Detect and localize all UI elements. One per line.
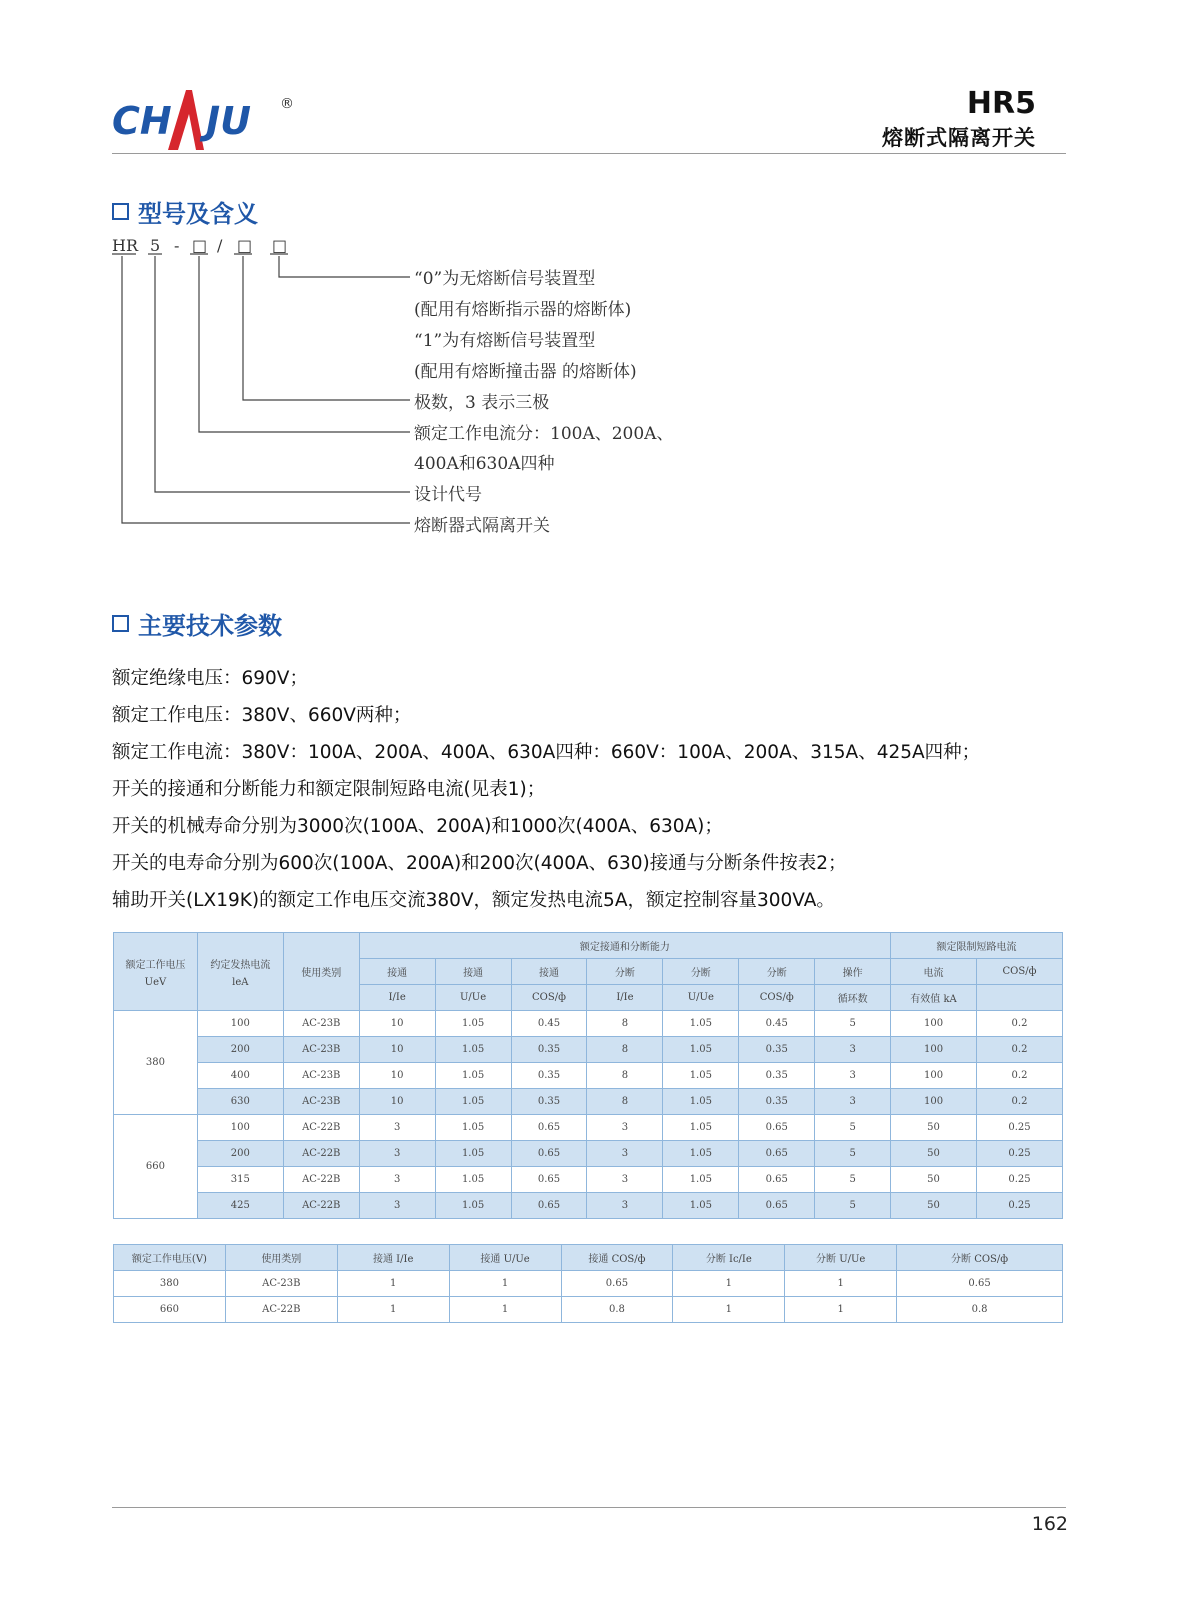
th-sub-top: COS/ф (976, 959, 1062, 985)
table-cell: 0.35 (511, 1037, 587, 1063)
table-cell: 0.25 (976, 1141, 1062, 1167)
label-signal-0-note: (配用有熔断指示器的熔断体) (414, 300, 632, 320)
table-cell: AC-22B (283, 1141, 359, 1167)
table-cell: 0.65 (739, 1115, 815, 1141)
table-cell: 3 (587, 1193, 663, 1219)
label-signal-1-note: (配用有熔断撞击器 的熔断体) (414, 362, 637, 382)
code-box-poles: □ (237, 236, 253, 255)
table-cell: 0.35 (739, 1089, 815, 1115)
table-cell: 3 (587, 1115, 663, 1141)
table-cell: 100 (197, 1115, 283, 1141)
table-cell: AC-23B (225, 1271, 337, 1297)
table-cell: 1 (449, 1297, 561, 1323)
table-cell: 315 (197, 1167, 283, 1193)
table-row (114, 1297, 1063, 1323)
th-sub-top: 分断 (739, 959, 815, 985)
header-divider (112, 153, 1066, 154)
th-sub-bottom: 有效值 kA (891, 985, 977, 1011)
logo-text-ch: CH (112, 99, 172, 143)
table-cell: 1.05 (663, 1141, 739, 1167)
table-conditions (113, 1244, 1063, 1323)
page-number: 162 (1031, 1513, 1068, 1535)
table-cell: AC-22B (283, 1167, 359, 1193)
table-row (114, 1115, 1063, 1141)
th-thermal-current (197, 933, 283, 1011)
th-category: 使用类别 (283, 933, 359, 1011)
th-condition: 分断 COS/ф (897, 1245, 1063, 1271)
table-row (114, 1037, 1063, 1063)
section-model-meaning-title (112, 194, 258, 229)
code-dash: - (174, 236, 180, 255)
table-cell: 0.25 (976, 1115, 1062, 1141)
label-signal-1: “1”为有熔断信号装置型 (414, 331, 596, 351)
table-cell: 100 (891, 1011, 977, 1037)
code-box-current: □ (192, 236, 208, 255)
table-cell: 10 (359, 1089, 435, 1115)
table-cell: 1.05 (435, 1141, 511, 1167)
table-cell: 1.05 (663, 1011, 739, 1037)
table-cell: AC-23B (283, 1037, 359, 1063)
th-sub-bottom: I/Ie (587, 985, 663, 1011)
table-cell: 50 (891, 1141, 977, 1167)
param-line: 开关的电寿命分别为600次(100A、200A)和200次(400A、630)接通与分断条件按表2； (112, 853, 847, 874)
cell-voltage-group: 380 (114, 1011, 198, 1115)
table-making-breaking (113, 932, 1063, 1219)
section-box-icon (112, 203, 129, 220)
table-cell: 5 (815, 1167, 891, 1193)
table-cell: 1.05 (435, 1115, 511, 1141)
table-cell: 0.35 (739, 1063, 815, 1089)
table-cell: 380 (114, 1271, 226, 1297)
table-cell: 0.2 (976, 1037, 1062, 1063)
label-design-code: 设计代号 (414, 485, 482, 505)
th-sub-bottom: U/Ue (435, 985, 511, 1011)
table-cell: 1.05 (663, 1115, 739, 1141)
table-cell: AC-23B (283, 1063, 359, 1089)
table-cell: 200 (197, 1037, 283, 1063)
registered-mark: ® (280, 96, 294, 112)
table-cell: 1.05 (663, 1063, 739, 1089)
table-cell: 3 (587, 1167, 663, 1193)
table-cell: 400 (197, 1063, 283, 1089)
param-line: 开关的接通和分断能力和额定限制短路电流(见表1)； (112, 779, 546, 800)
table-cell: 3 (815, 1037, 891, 1063)
section-title-text: 型号及含义 (138, 200, 258, 228)
table-cell: 0.8 (561, 1297, 673, 1323)
table-cell: 1 (785, 1297, 897, 1323)
th-sub-top: 操作 (815, 959, 891, 985)
th-sub-bottom: COS/ф (511, 985, 587, 1011)
chaju-logo (112, 84, 312, 160)
table-cell: AC-23B (283, 1089, 359, 1115)
th-condition: 分断 U/Ue (785, 1245, 897, 1271)
param-line: 辅助开关(LX19K)的额定工作电压交流380V，额定发热电流5A，额定控制容量300VA。 (112, 890, 835, 911)
param-line: 开关的机械寿命分别为3000次(100A、200A)和1000次(400A、630A)； (112, 816, 723, 837)
table-cell: 0.45 (511, 1011, 587, 1037)
table-cell: 100 (891, 1037, 977, 1063)
table-cell: 3 (359, 1193, 435, 1219)
table-cell: 5 (815, 1193, 891, 1219)
table-cell: AC-22B (283, 1193, 359, 1219)
th-condition: 使用类别 (225, 1245, 337, 1271)
table-cell: 3 (359, 1167, 435, 1193)
param-line: 额定绝缘电压：690V； (112, 668, 308, 689)
table-cell: 200 (197, 1141, 283, 1167)
table-cell: 1.05 (663, 1193, 739, 1219)
table-cell: 1.05 (435, 1037, 511, 1063)
table-cell: 1.05 (663, 1037, 739, 1063)
table-row (114, 1271, 1063, 1297)
th-sub-top: 接通 (435, 959, 511, 985)
table-cell: AC-22B (283, 1115, 359, 1141)
header-product-name: 熔断式隔离开关 (882, 126, 1036, 150)
th-rated-voltage-l2: UeV (144, 976, 167, 988)
table-cell: 1 (337, 1271, 449, 1297)
table-cell: 5 (815, 1011, 891, 1037)
table-cell: 425 (197, 1193, 283, 1219)
table-cell: 3 (359, 1115, 435, 1141)
table-cell: 1.05 (435, 1011, 511, 1037)
table-cell: 0.65 (739, 1193, 815, 1219)
table-row (114, 1141, 1063, 1167)
label-signal-0: “0”为无熔断信号装置型 (414, 269, 596, 289)
table-cell: AC-23B (283, 1011, 359, 1037)
th-condition: 接通 U/Ue (449, 1245, 561, 1271)
table-cell: 1.05 (663, 1167, 739, 1193)
section-title-text: 主要技术参数 (138, 612, 282, 640)
table-cell: 8 (587, 1011, 663, 1037)
code-box-signal: □ (272, 236, 288, 255)
th-condition: 接通 COS/ф (561, 1245, 673, 1271)
th-condition: 额定工作电压(V) (114, 1245, 226, 1271)
label-poles: 极数，3 表示三极 (414, 393, 550, 413)
table-cell: 1.05 (435, 1089, 511, 1115)
table-cell: 1 (673, 1297, 785, 1323)
table-cell: 1 (449, 1271, 561, 1297)
table-cell: 5 (815, 1115, 891, 1141)
table-cell: 0.8 (897, 1297, 1063, 1323)
table-cell: 0.35 (511, 1089, 587, 1115)
label-current-cont: 400A和630A四种 (414, 454, 555, 474)
table-cell: 0.65 (739, 1141, 815, 1167)
footer-divider (112, 1507, 1066, 1508)
table-cell: 8 (587, 1089, 663, 1115)
table-cell: 0.35 (511, 1063, 587, 1089)
table-cell: 630 (197, 1089, 283, 1115)
table-cell: AC-22B (225, 1297, 337, 1323)
th-sub-top: 分断 (587, 959, 663, 985)
table-row (114, 1089, 1063, 1115)
table-cell: 50 (891, 1193, 977, 1219)
table-row (114, 1193, 1063, 1219)
table-cell: 1 (337, 1297, 449, 1323)
table-cell: 0.35 (739, 1037, 815, 1063)
cell-voltage-group: 660 (114, 1115, 198, 1219)
table-cell: 0.65 (511, 1193, 587, 1219)
table-cell: 0.65 (511, 1141, 587, 1167)
label-current: 额定工作电流分：100A、200A、 (414, 424, 674, 444)
section-box-icon (112, 615, 129, 632)
code-slash: / (217, 236, 223, 255)
table-cell: 1.05 (435, 1063, 511, 1089)
table-cell: 3 (359, 1141, 435, 1167)
table-cell: 1.05 (435, 1193, 511, 1219)
logo-text-ju: JU (206, 99, 251, 143)
table-cell: 10 (359, 1011, 435, 1037)
th-sub-top: 接通 (511, 959, 587, 985)
table-cell: 100 (891, 1063, 977, 1089)
th-sub-bottom: I/Ie (359, 985, 435, 1011)
table-row (114, 1063, 1063, 1089)
th-sub-bottom: U/Ue (663, 985, 739, 1011)
table-cell: 3 (815, 1089, 891, 1115)
table-row (114, 1167, 1063, 1193)
table-cell: 100 (891, 1089, 977, 1115)
table-cell: 0.65 (739, 1167, 815, 1193)
table-cell: 0.2 (976, 1063, 1062, 1089)
th-sub-bottom: 循环数 (815, 985, 891, 1011)
table-cell: 8 (587, 1037, 663, 1063)
th-sub-bottom: COS/ф (739, 985, 815, 1011)
table-cell: 1 (785, 1271, 897, 1297)
section-tech-params-title (112, 606, 282, 641)
table-cell: 10 (359, 1037, 435, 1063)
table-cell: 0.45 (739, 1011, 815, 1037)
th-thermal-current-l1: 约定发热电流 (210, 959, 271, 971)
param-line: 额定工作电压：380V、660V两种； (112, 705, 412, 726)
table-cell: 0.25 (976, 1167, 1062, 1193)
th-sub-bottom (976, 985, 1062, 1011)
table-cell: 3 (815, 1063, 891, 1089)
param-line: 额定工作电流：380V：100A、200A、400A、630A四种：660V：100A、200A、315A、425A四种； (112, 742, 981, 763)
table-row (114, 1011, 1063, 1037)
th-limit-current: 额定限制短路电流 (891, 933, 1063, 959)
tech-params-list (112, 660, 980, 919)
code-five: 5 (150, 236, 161, 255)
table-cell: 0.65 (511, 1115, 587, 1141)
table-cell: 100 (197, 1011, 283, 1037)
table-cell: 1.05 (435, 1167, 511, 1193)
th-sub-top: 分断 (663, 959, 739, 985)
code-hr: HR (112, 236, 138, 255)
th-rated-voltage-l1: 额定工作电压 (125, 959, 186, 971)
table-cell: 660 (114, 1297, 226, 1323)
th-sub-top: 电流 (891, 959, 977, 985)
th-rated-voltage (114, 933, 198, 1011)
table-cell: 0.65 (561, 1271, 673, 1297)
table-cell: 10 (359, 1063, 435, 1089)
table-cell: 1 (673, 1271, 785, 1297)
table-cell: 0.25 (976, 1193, 1062, 1219)
label-fuse-switch: 熔断器式隔离开关 (414, 516, 550, 536)
th-thermal-current-l2: leA (232, 976, 249, 988)
model-code-diagram (112, 236, 732, 556)
logo-a-mark (168, 90, 204, 150)
table-cell: 0.65 (897, 1271, 1063, 1297)
th-condition: 分断 Ic/Ie (673, 1245, 785, 1271)
th-making-breaking: 额定接通和分断能力 (359, 933, 890, 959)
table-cell: 1.05 (663, 1089, 739, 1115)
table-cell: 50 (891, 1115, 977, 1141)
table-cell: 50 (891, 1167, 977, 1193)
header-model: HR5 (966, 86, 1036, 121)
table-cell: 5 (815, 1141, 891, 1167)
table-cell: 8 (587, 1063, 663, 1089)
table-cell: 3 (587, 1141, 663, 1167)
table-cell: 0.65 (511, 1167, 587, 1193)
th-sub-top: 接通 (359, 959, 435, 985)
table-cell: 0.2 (976, 1011, 1062, 1037)
th-condition: 接通 I/Ie (337, 1245, 449, 1271)
table-cell: 0.2 (976, 1089, 1062, 1115)
